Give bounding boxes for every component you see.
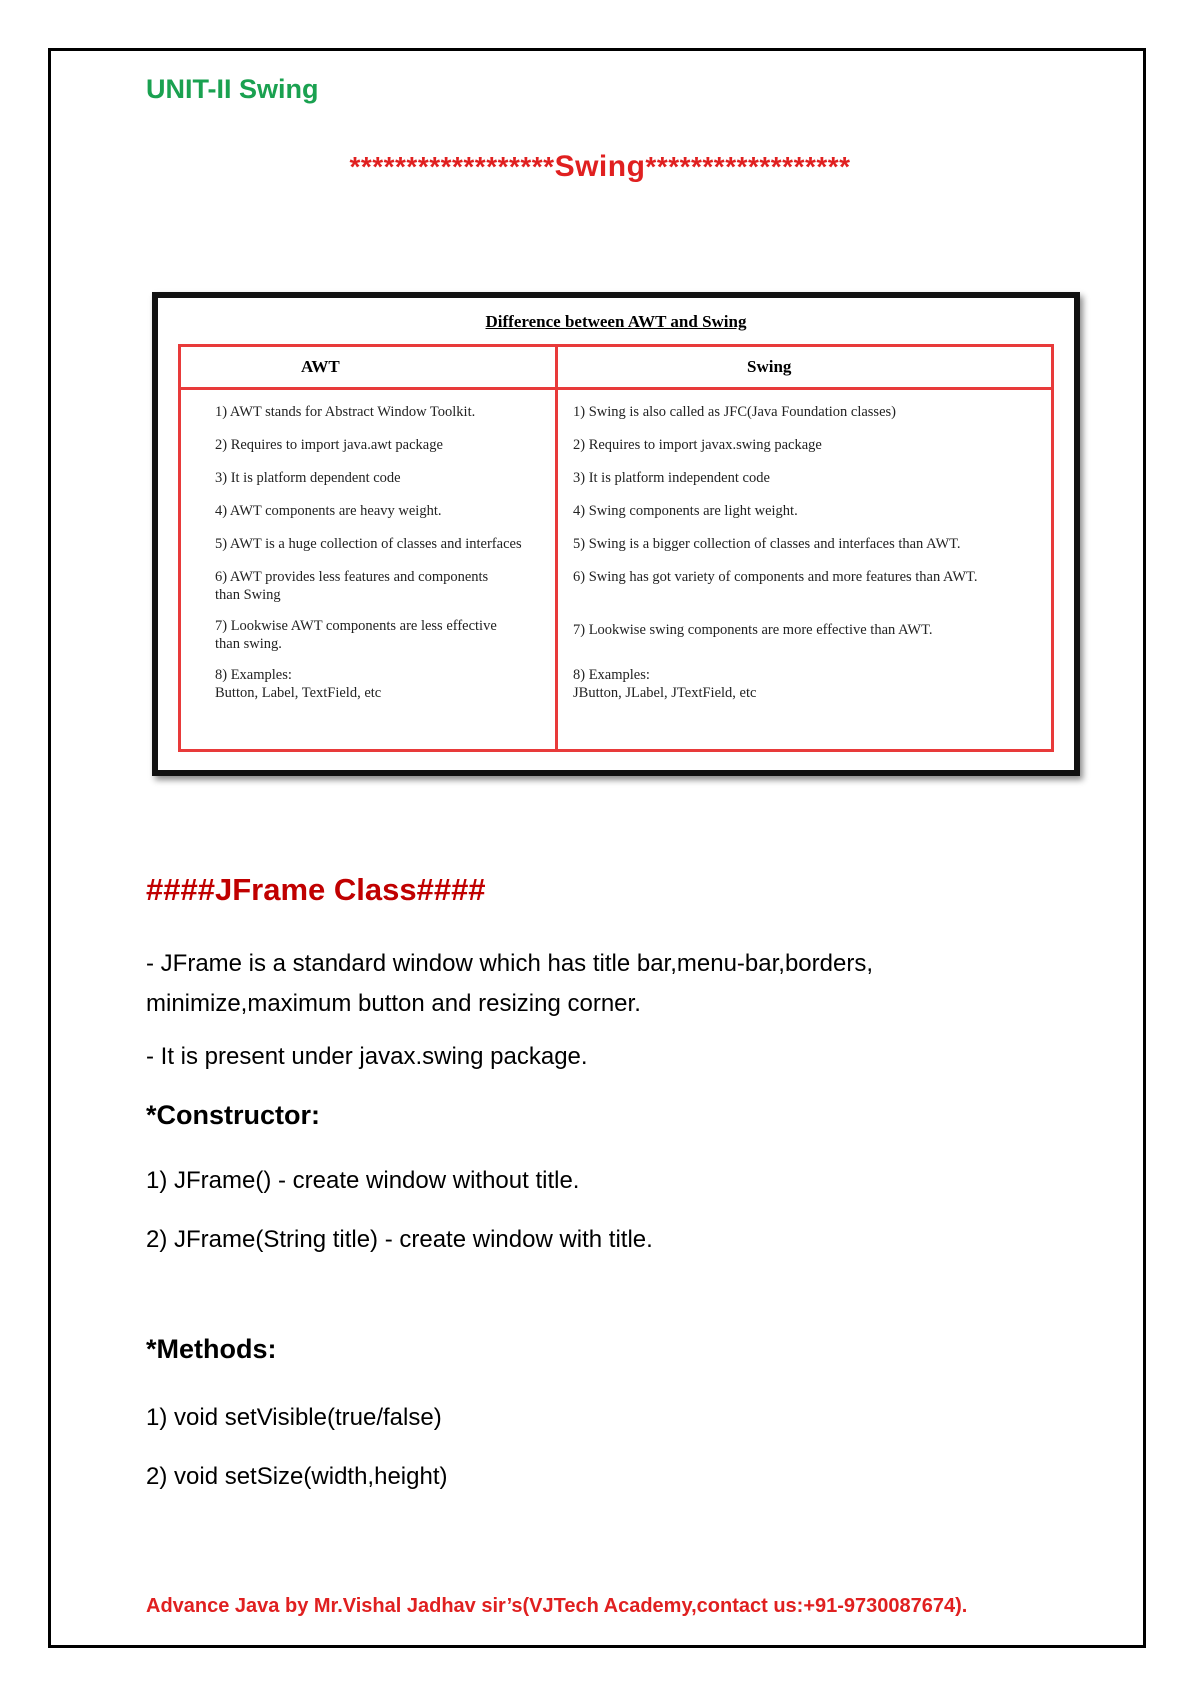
swing-row: 1) Swing is also called as JFC(Java Foundation classes): [573, 404, 896, 420]
awt-row: 1) AWT stands for Abstract Window Toolkit.: [215, 404, 476, 420]
unit-title: UNIT-II Swing: [146, 74, 319, 104]
comparison-table: [178, 344, 1054, 752]
swing-row: 6) Swing has got variety of components and more features than AWT.: [573, 569, 978, 585]
swing-column-heading: Swing: [747, 357, 792, 376]
awt-row: 3) It is platform dependent code: [215, 470, 401, 486]
constructor-heading: *Constructor:: [146, 1100, 320, 1130]
jframe-description: - JFrame is a standard window which has title bar,menu-bar,borders, minimize,maximum button and resizing corner.: [146, 950, 873, 1017]
awt-row: 2) Requires to import java.awt package: [215, 437, 443, 453]
awt-column-heading: AWT: [301, 357, 340, 376]
swing-row: 7) Lookwise swing components are more effective than AWT.: [573, 622, 933, 638]
comparison-figure: [152, 292, 1080, 776]
jframe-heading: ####JFrame Class####: [146, 872, 486, 907]
column-divider: [555, 347, 558, 749]
constructor-item: 2) JFrame(String title) - create window with title.: [146, 1226, 653, 1253]
methods-heading: *Methods:: [146, 1334, 277, 1364]
awt-row: 6) AWT provides less features and components than Swing: [215, 569, 489, 603]
swing-banner: [0, 150, 1200, 184]
banner-word: Swing: [554, 150, 646, 183]
method-item: 2) void setSize(width,height): [146, 1463, 448, 1490]
header-divider: [181, 387, 1051, 390]
banner-stars-left: ******************: [349, 151, 555, 182]
swing-row: 3) It is platform independent code: [573, 470, 770, 486]
swing-row: 2) Requires to import javax.swing package: [573, 437, 822, 453]
constructor-item: 1) JFrame() - create window without title.: [146, 1167, 580, 1194]
swing-row: 4) Swing components are light weight.: [573, 503, 798, 519]
method-item: 1) void setVisible(true/false): [146, 1404, 442, 1431]
swing-row: 5) Swing is a bigger collection of classes and interfaces than AWT.: [573, 536, 961, 552]
awt-row: 7) Lookwise AWT components are less effective than swing.: [215, 618, 497, 652]
awt-row: 5) AWT is a huge collection of classes and interfaces: [215, 536, 522, 552]
banner-stars-right: ******************: [645, 151, 851, 182]
jframe-package-note: - It is present under javax.swing package.: [146, 1043, 588, 1070]
swing-row: 8) Examples: JButton, JLabel, JTextField, etc: [573, 667, 757, 701]
awt-row: 8) Examples: Button, Label, TextField, etc: [215, 667, 382, 701]
comparison-title: Difference between AWT and Swing: [485, 312, 747, 331]
footer-credit: Advance Java by Mr.Vishal Jadhav sir’s(VJTech Academy,contact us:+91-9730087674).: [146, 1595, 968, 1617]
awt-row: 4) AWT components are heavy weight.: [215, 503, 442, 519]
